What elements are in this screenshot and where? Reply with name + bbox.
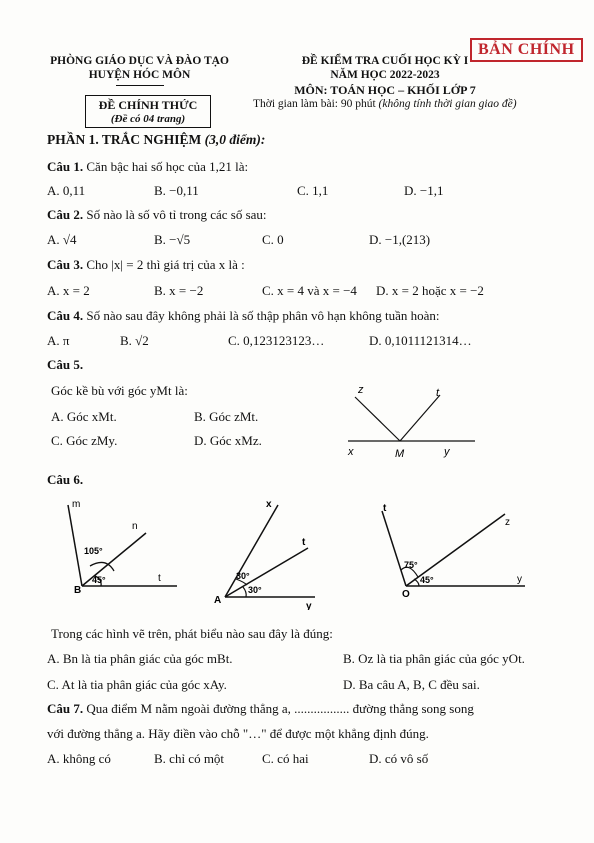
ray-ax [225, 505, 278, 597]
question-7 [47, 701, 474, 717]
q4-option-b[interactable]: B. √2 [120, 333, 149, 348]
angle-75-label: 75° [404, 560, 418, 570]
q3-option-d[interactable]: D. x = 2 hoặc x = −2 [376, 283, 484, 298]
angle-30-upper: 30° [236, 571, 250, 581]
section-points: (3,0 điểm): [204, 132, 266, 147]
q7-option-b[interactable]: B. chỉ có một [154, 751, 225, 766]
angle-45-label: 45° [92, 575, 106, 585]
question-label: Câu 7. [47, 701, 84, 716]
label-t: t [158, 573, 161, 584]
label-z: z [358, 385, 364, 396]
ray-bm [68, 505, 82, 586]
q6-option-c[interactable]: C. At là tia phân giác của góc xAy. [47, 677, 227, 692]
q7-option-c[interactable]: C. có hai [262, 751, 309, 766]
angle-105-label: 105° [84, 546, 103, 556]
q6-figure-2 [210, 495, 330, 610]
q6-prompt: Trong các hình vẽ trên, phát biểu nào sau đây là đúng: [51, 626, 333, 641]
school-year: NĂM HỌC 2022-2023 [330, 69, 440, 81]
time-limit [253, 98, 517, 110]
q5-option-b[interactable]: B. Góc zMt. [194, 409, 259, 424]
question-5-text: Góc kề bù với góc yMt là: [51, 383, 188, 398]
original-copy-stamp: BẢN CHÍNH [470, 38, 583, 62]
q5-figure [340, 385, 480, 460]
q4-option-d[interactable]: D. 0,1011121314… [369, 333, 472, 348]
subject-line: MÔN: TOÁN HỌC – KHỐI LỚP 7 [294, 83, 476, 97]
q2-option-c[interactable]: C. 0 [262, 232, 284, 247]
label-z: z [505, 517, 510, 528]
q2-option-d[interactable]: D. −1,(213) [369, 232, 431, 247]
q6-option-b[interactable]: B. Oz là tia phân giác của góc yOt. [343, 651, 525, 666]
q1-option-a[interactable]: A. 0,11 [47, 183, 86, 198]
official-label: ĐỀ CHÍNH THỨC [98, 98, 198, 112]
question-3 [47, 257, 245, 273]
question-label: Câu 4. [47, 308, 84, 323]
q1-option-c[interactable]: C. 1,1 [297, 183, 329, 198]
label-y: y [306, 601, 312, 610]
ray-mt [400, 395, 440, 441]
q6-figure-3 [375, 497, 535, 602]
q3-option-c[interactable]: C. x = 4 và x = −4 [262, 283, 357, 298]
q6-option-d[interactable]: D. Ba câu A, B, C đều sai. [343, 677, 480, 692]
time-main: Thời gian làm bài: 90 phút [253, 98, 379, 110]
label-a: A [214, 595, 222, 606]
exam-title: ĐỀ KIỂM TRA CUỐI HỌC KỲ I [301, 55, 469, 67]
ray-ot [382, 511, 406, 586]
official-exam-box [85, 95, 211, 128]
department-name: PHÒNG GIÁO DỤC VÀ ĐÀO TẠO [50, 55, 229, 67]
q5-option-c[interactable]: C. Góc zMy. [51, 433, 118, 448]
q1-option-b[interactable]: B. −0,11 [154, 183, 199, 198]
label-m: M [395, 448, 405, 460]
section-title-text: PHẦN 1. TRẮC NGHIỆM [47, 132, 205, 147]
label-y: y [517, 574, 522, 585]
official-pages: (Đề có 04 trang) [110, 113, 186, 125]
q3-option-a[interactable]: A. x = 2 [47, 283, 90, 298]
header-underline [116, 85, 164, 86]
question-2 [47, 207, 267, 223]
q2-option-a[interactable]: A. √4 [47, 232, 77, 247]
question-label: Câu 2. [47, 207, 84, 222]
label-x: x [266, 499, 272, 510]
label-t: t [436, 387, 440, 399]
label-y: y [444, 446, 450, 458]
angle-30-lower: 30° [248, 585, 262, 595]
arc-tay [243, 587, 246, 597]
question-6-label: Câu 6. [47, 472, 84, 487]
question-4 [47, 308, 439, 324]
label-t: t [302, 537, 306, 548]
q3-option-b[interactable]: B. x = −2 [154, 283, 204, 298]
section-title [47, 132, 265, 148]
q2-option-b[interactable]: B. −√5 [154, 232, 191, 247]
district-name: HUYỆN HÓC MÔN [88, 69, 191, 81]
q6-figure-1 [62, 493, 190, 593]
question-text-line2: với đường thẳng a. Hãy điền vào chỗ "…" để được một khẳng định đúng. [47, 726, 429, 741]
time-note: (không tính thời gian giao đề) [378, 98, 517, 110]
label-b: B [74, 585, 82, 593]
label-m: m [72, 499, 81, 510]
question-text-line1: Qua điểm M nằm ngoài đường thẳng a, ................. đường thẳng song song [86, 701, 474, 716]
ray-mz [355, 397, 400, 441]
q5-option-a[interactable]: A. Góc xMt. [51, 409, 117, 424]
label-o: O [402, 589, 410, 600]
question-label: Câu 3. [47, 257, 84, 272]
label-t: t [383, 503, 387, 514]
q5-option-d[interactable]: D. Góc xMz. [194, 433, 262, 448]
q6-option-a[interactable]: A. Bn là tia phân giác của góc mBt. [47, 651, 233, 666]
label-x: x [348, 446, 354, 458]
question-text: Căn bậc hai số học của 1,21 là: [86, 159, 249, 174]
question-1 [47, 159, 248, 175]
q1-option-d[interactable]: D. −1,1 [404, 183, 444, 198]
question-text: Số nào là số vô tỉ trong các số sau: [86, 207, 267, 222]
question-5-label: Câu 5. [47, 357, 84, 372]
angle-45-label: 45° [420, 575, 434, 585]
q7-option-a[interactable]: A. không có [47, 751, 111, 766]
q4-option-a[interactable]: A. π [47, 333, 70, 348]
question-text: Cho |x| = 2 thì giá trị của x là : [86, 257, 245, 272]
arc-45 [414, 579, 419, 586]
question-text: Số nào sau đây không phải là số thập phân vô hạn không tuần hoàn: [86, 308, 440, 323]
question-label: Câu 1. [47, 159, 84, 174]
q4-option-c[interactable]: C. 0,123123123… [228, 333, 325, 348]
label-n: n [132, 521, 138, 532]
q7-option-d[interactable]: D. có vô số [369, 751, 429, 766]
